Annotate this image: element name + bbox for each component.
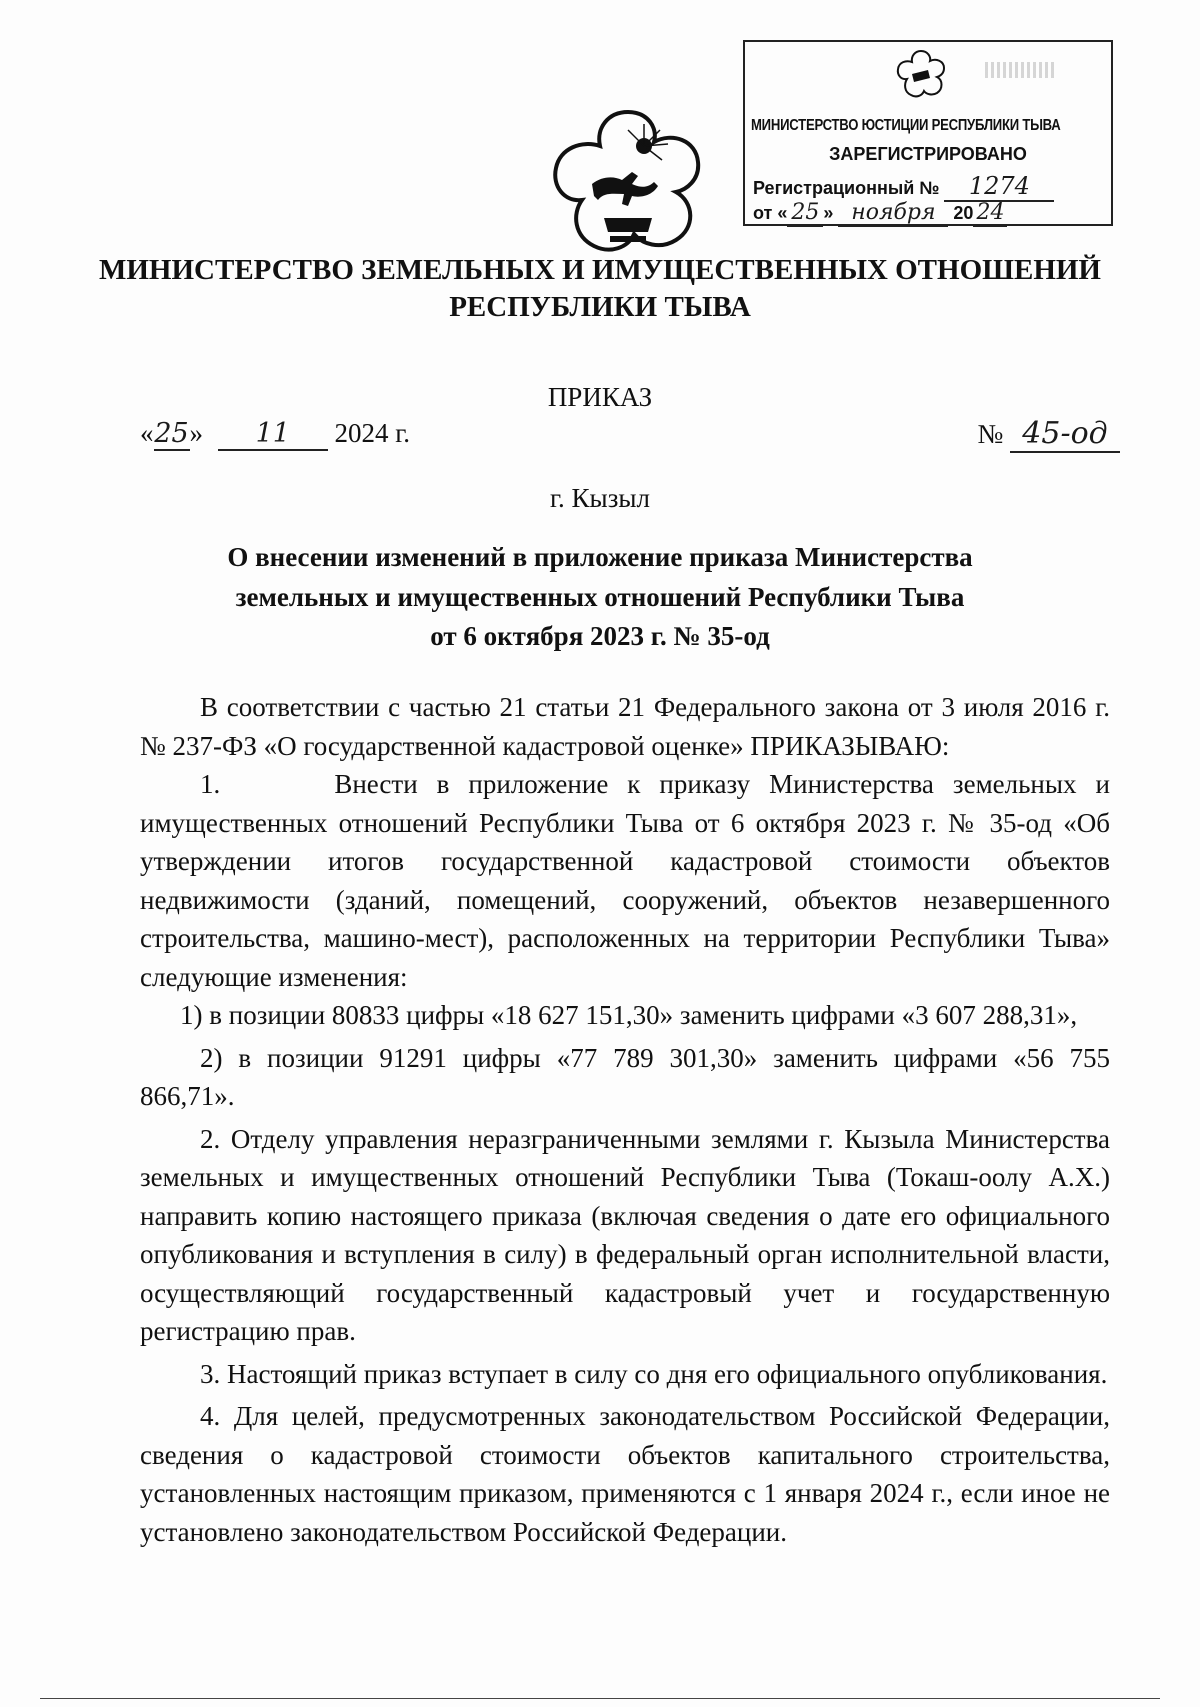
ministry-name-line2: РЕСПУБЛИКИ ТЫВА bbox=[449, 291, 751, 323]
item-4-paragraph: 4. Для целей, предусмотренных законодательством Российской Федерации, сведения о кадастровой стоимости объектов капитального строительства, установленных настоящим приказом, применяются с 1 января 2024 г., если иное не установлено законодательством Российской Федерации. bbox=[140, 1401, 1110, 1547]
order-date bbox=[140, 418, 410, 451]
stamp-date-mid: » bbox=[823, 203, 834, 223]
item-1-subitem-2: 2) в позиции 91291 цифры «77 789 301,30» заменить цифрами «56 755 866,71». bbox=[140, 1042, 1110, 1111]
stamp-date-year-suffix: 24 bbox=[973, 200, 1007, 227]
order-title-line1: О внесении изменений в приложение приказа Министерства bbox=[227, 542, 973, 572]
ministry-name-line1: МИНИСТЕРСТВО ЗЕМЕЛЬНЫХ И ИМУЩЕСТВЕННЫХ ОТНОШЕНИЙ bbox=[98, 254, 1101, 286]
stamp-registered-label: ЗАРЕГИСТРИРОВАНО bbox=[829, 144, 1027, 164]
document-type: ПРИКАЗ bbox=[547, 382, 653, 412]
stamp-date-row bbox=[753, 200, 1007, 227]
date-open-quote: « bbox=[140, 418, 154, 448]
stamp-date-year-prefix: 20 bbox=[953, 203, 974, 223]
stamp-date-month: ноября bbox=[838, 200, 948, 227]
date-month: 11 bbox=[218, 418, 328, 451]
item-1-subitem-1: 1) в позиции 80833 цифры «18 627 151,30» заменить цифрами «3 607 288,31», bbox=[180, 1000, 1078, 1030]
order-title-line3: от 6 октября 2023 г. № 35-од bbox=[430, 621, 770, 651]
stamp-reg-label: Регистрационный № bbox=[753, 178, 940, 198]
item-1-paragraph: 1. Внести в приложение к приказу Министерства земельных и имущественных отношений Республики Тыва от 6 октября 2023 г. № 35-од «Об утверждении итогов государственной кадастровой стоимости объектов недвижимости (зданий, помещений, сооружений, объектов незавершенного строительства, машино-мест), расположенных на территории Республики Тыва» следующие изменения: bbox=[140, 769, 1110, 992]
stamp-ministry-name: МИНИСТЕРСТВО ЮСТИЦИИ РЕСПУБЛИКИ ТЫВА bbox=[751, 117, 1061, 134]
order-title-line2: земельных и имущественных отношений Республики Тыва bbox=[235, 582, 965, 612]
bottom-scan-line bbox=[40, 1698, 1160, 1699]
order-number bbox=[977, 416, 1120, 453]
stamp-date-day: 25 bbox=[787, 200, 823, 227]
stamp-faint-mark bbox=[985, 62, 1055, 78]
order-number-value: 45-од bbox=[1010, 416, 1120, 453]
date-year: 2024 г. bbox=[334, 418, 411, 448]
stamp-registration-number-row bbox=[753, 172, 1054, 202]
city: г. Кызыл bbox=[550, 483, 650, 513]
coat-of-arms-emblem bbox=[548, 106, 708, 256]
stamp-date-prefix: от « bbox=[753, 203, 788, 223]
order-number-label: № bbox=[977, 419, 1004, 449]
order-body bbox=[140, 688, 1110, 1551]
date-day: 25 bbox=[154, 418, 189, 449]
date-close-quote: » bbox=[189, 418, 203, 448]
item-2-paragraph: 2. Отделу управления неразграниченными землями г. Кызыла Министерства земельных и имущественных отношений Республики Тыва (Токаш-оолу А.Х.) направить копию настоящего приказа (включая сведения о дате его официального опубликования и вступления в силу) в федеральный орган исполнительной власти, осуществляющий государственный кадастровый учет и государственную регистрацию прав. bbox=[140, 1123, 1110, 1346]
item-3-paragraph: 3. Настоящий приказ вступает в силу со дня его официального опубликования. bbox=[200, 1358, 1108, 1389]
registration-stamp bbox=[743, 40, 1113, 226]
stamp-emblem-icon bbox=[895, 48, 947, 100]
intro-paragraph: В соответствии с частью 21 статьи 21 Федерального закона от 3 июля 2016 г. № 237-ФЗ «О государственной кадастровой оценке» ПРИКАЗЫВАЮ: bbox=[140, 692, 1110, 761]
stamp-reg-number: 1274 bbox=[944, 172, 1054, 202]
